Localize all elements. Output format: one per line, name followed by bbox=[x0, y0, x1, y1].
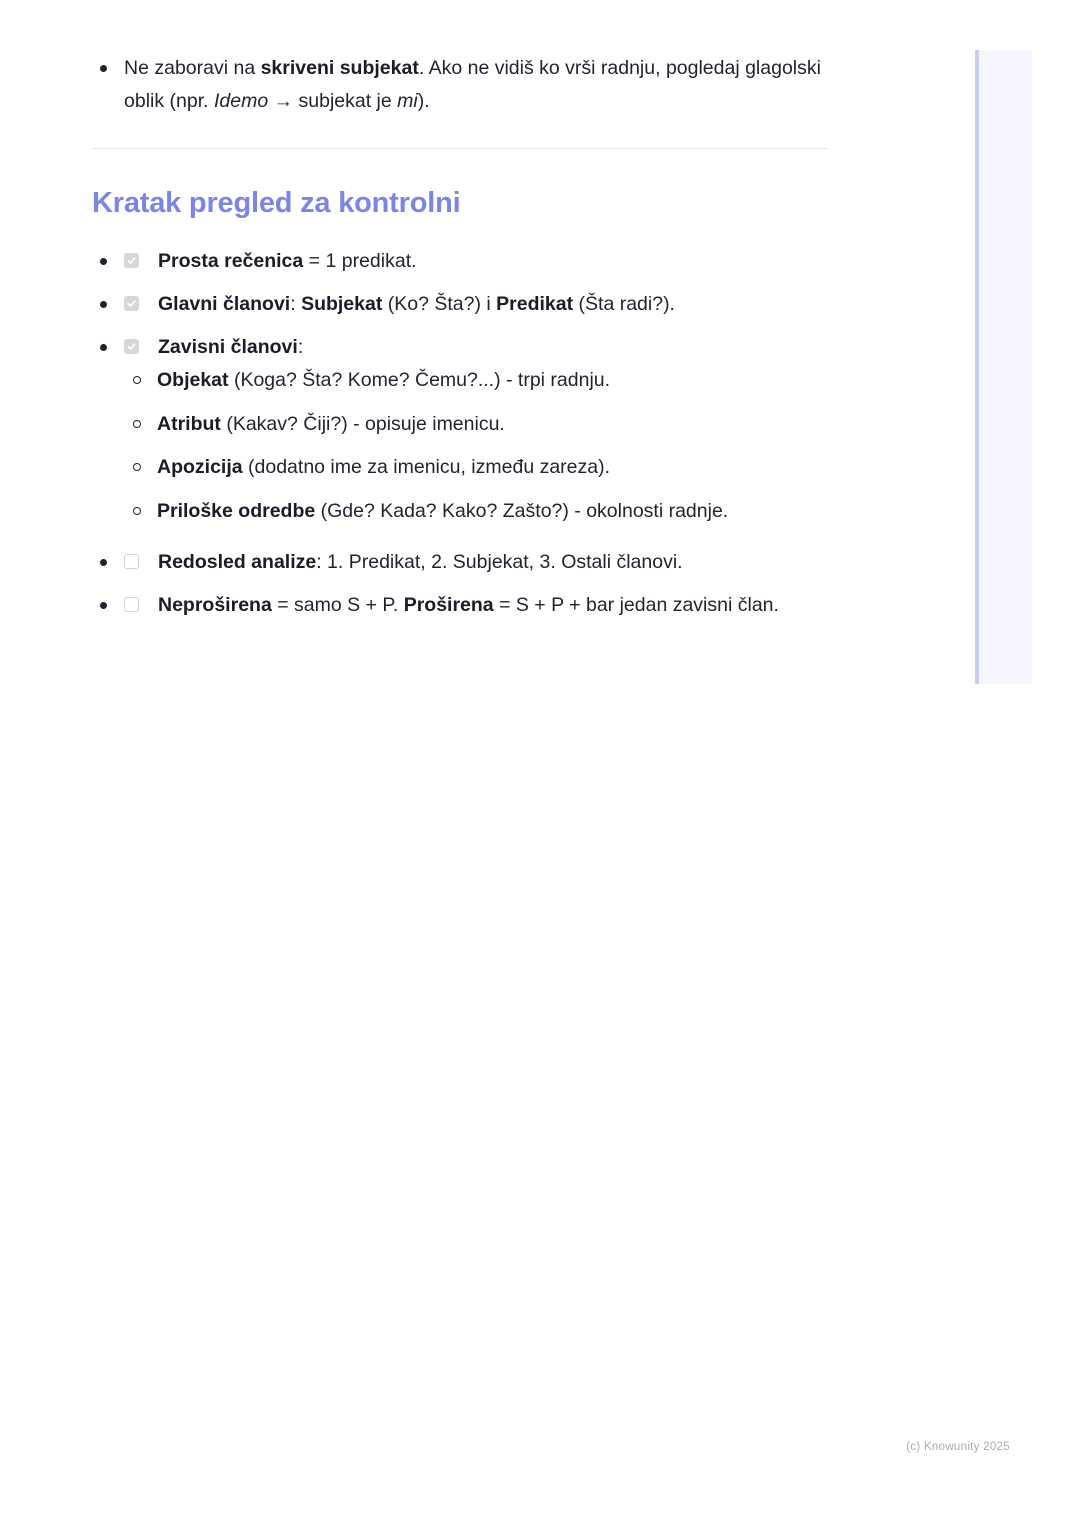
sub-list bbox=[131, 364, 828, 528]
bold-text: Apozicija bbox=[157, 456, 243, 478]
text: → subjekat je bbox=[268, 90, 398, 112]
text: = samo S + P. bbox=[271, 593, 404, 616]
bold-text: Proširena bbox=[403, 593, 494, 616]
sub-list-item-adverbials bbox=[131, 495, 828, 528]
checklist-item-main-parts bbox=[92, 288, 828, 321]
bold-text: Redosled analize bbox=[158, 550, 317, 573]
text: (Koga? Šta? Kome? Čemu?...) - trpi radnju. bbox=[228, 369, 611, 391]
text: (Kakav? Čiji?) - opisuje imenicu. bbox=[220, 412, 505, 435]
text: . Ako ne vidiš ko vrši radnju, pogledaj glagolski oblik (npr. bbox=[124, 57, 821, 112]
text: : bbox=[290, 293, 302, 315]
text: = 1 predikat. bbox=[303, 250, 417, 272]
bullet-dot bbox=[100, 344, 107, 351]
text: = S + P + bar jedan zavisni član. bbox=[493, 593, 779, 616]
bold-text: Objekat bbox=[157, 369, 229, 391]
bullet-dot bbox=[100, 258, 107, 265]
checkbox-checked[interactable] bbox=[124, 339, 139, 354]
bold-text: Priloške odredbe bbox=[157, 499, 316, 522]
text: (Ko? Šta?) i bbox=[382, 293, 497, 315]
sub-list-item-attribute bbox=[131, 408, 828, 441]
text: : bbox=[297, 336, 304, 358]
text: : 1. Predikat, 2. Subjekat, 3. Ostali članovi. bbox=[316, 550, 683, 573]
document-body bbox=[92, 52, 828, 632]
checklist bbox=[92, 245, 828, 622]
circle-bullet bbox=[133, 507, 141, 515]
bold-text: Atribut bbox=[157, 412, 221, 435]
bold-text: Prosta rečenica bbox=[158, 250, 304, 272]
checkbox-unchecked[interactable] bbox=[124, 554, 139, 569]
check-icon bbox=[126, 341, 137, 352]
horizontal-divider bbox=[92, 148, 828, 149]
circle-bullet bbox=[133, 463, 141, 471]
bullet-dot bbox=[100, 559, 107, 566]
check-icon bbox=[126, 255, 137, 266]
italic-text: Idemo bbox=[213, 90, 269, 112]
checklist-item-analysis-order bbox=[92, 546, 828, 579]
check-icon bbox=[126, 298, 137, 309]
bold-text: Glavni članovi bbox=[158, 293, 291, 315]
bold-text: Zavisni članovi bbox=[158, 336, 298, 358]
checkbox-unchecked[interactable] bbox=[124, 597, 139, 612]
circle-bullet bbox=[133, 420, 141, 428]
text: (Šta radi?). bbox=[573, 293, 675, 315]
bullet-dot bbox=[100, 301, 107, 308]
bold-text: Subjekat bbox=[301, 293, 383, 315]
copyright-footer: (c) Knowunity 2025 bbox=[906, 1441, 1010, 1453]
checklist-item-dependent-parts bbox=[92, 331, 828, 528]
sub-list-item-apposition bbox=[131, 451, 828, 484]
italic-text: mi bbox=[397, 90, 418, 112]
bullet-dot bbox=[100, 602, 107, 609]
list-item-hidden-subject bbox=[92, 52, 828, 118]
bullet-dot bbox=[100, 65, 107, 72]
sub-list-item-object bbox=[131, 364, 828, 397]
checkbox-checked[interactable] bbox=[124, 296, 139, 311]
checklist-item-extended bbox=[92, 589, 828, 622]
bold-text: Neproširena bbox=[158, 593, 272, 616]
text: (dodatno ime za imenicu, između zareza). bbox=[242, 456, 611, 478]
bold-text: skriveni subjekat bbox=[260, 57, 419, 79]
checkbox-checked[interactable] bbox=[124, 253, 139, 268]
side-panel bbox=[975, 50, 1032, 684]
checklist-item-simple-sentence bbox=[92, 245, 828, 278]
text: Ne zaboravi na bbox=[124, 57, 261, 79]
bold-text: Predikat bbox=[496, 293, 574, 315]
text: ). bbox=[417, 90, 430, 112]
circle-bullet bbox=[133, 376, 141, 384]
text: (Gde? Kada? Kako? Zašto?) - okolnosti radnje. bbox=[315, 499, 729, 522]
section-title: Kratak pregled za kontrolni bbox=[92, 187, 461, 219]
